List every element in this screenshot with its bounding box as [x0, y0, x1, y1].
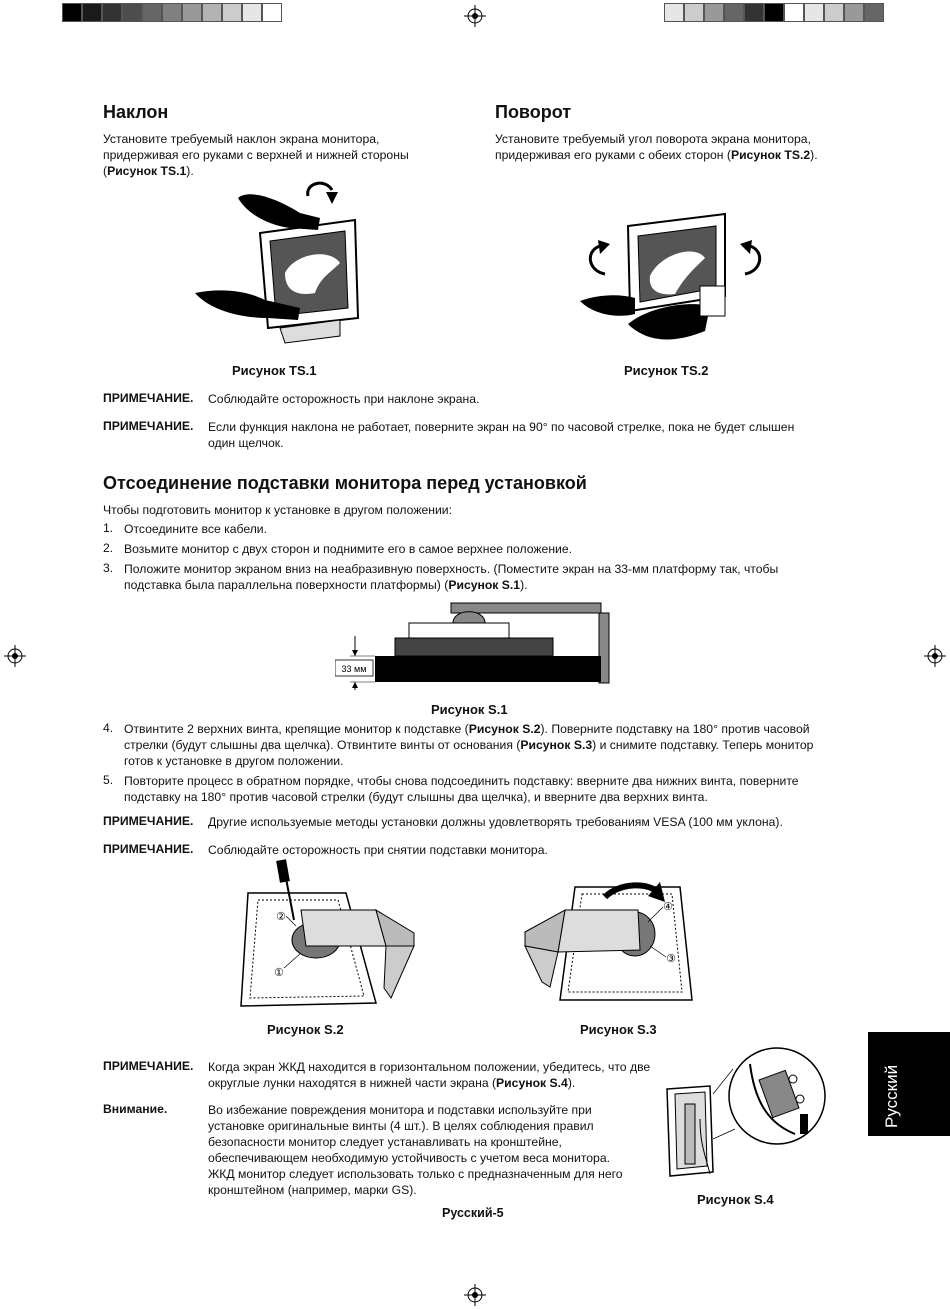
color-swatch	[664, 3, 684, 22]
color-swatch	[162, 3, 182, 22]
registration-mark-bottom	[464, 1284, 486, 1306]
color-swatch	[864, 3, 884, 22]
color-bar-left	[62, 3, 282, 22]
color-swatch	[102, 3, 122, 22]
marker-1: ①	[274, 966, 284, 979]
caution-text: Во избежание повреждения монитора и подставки используйте при установке оригинальные винты (4 шт.). В целях соблюдения правил безопасности монитор следует устанавливать на кронштейне, обеспечивающем необходимую устойчивость с учетом веса монитора. ЖКД монитор следует использовать только с предназначенным для него кронштейном (например, марки GS).	[208, 1103, 623, 1197]
figure-s1-illustration	[335, 598, 615, 693]
language-side-tab	[868, 1032, 950, 1136]
note-text: Если функция наклона не работает, поверните экран на 90° по часовой стрелке, пока не будет слышен один щелчок.	[208, 420, 795, 450]
note-text: Соблюдайте осторожность при наклоне экрана.	[208, 392, 480, 406]
color-swatch	[684, 3, 704, 22]
caption-s3: Рисунок S.3	[580, 1022, 657, 1037]
step-number: 2.	[103, 541, 114, 555]
color-swatch	[222, 3, 242, 22]
color-swatch	[704, 3, 724, 22]
step-text: Возьмите монитор с двух сторон и поднимите его в самое верхнее положение.	[124, 542, 573, 556]
caution-label: Внимание.	[103, 1102, 168, 1116]
step-number: 4.	[103, 721, 114, 735]
color-swatch	[122, 3, 142, 22]
note-label: ПРИМЕЧАНИЕ.	[103, 419, 194, 433]
step-number: 5.	[103, 773, 114, 787]
figure-s4-illustration	[655, 1044, 835, 1184]
step-number: 3.	[103, 561, 114, 575]
step-number: 1.	[103, 521, 114, 535]
color-swatch	[262, 3, 282, 22]
marker-3: ③	[666, 952, 676, 965]
caption-ts1: Рисунок TS.1	[232, 363, 317, 378]
color-swatch	[744, 3, 764, 22]
color-swatch	[844, 3, 864, 22]
caption-s1: Рисунок S.1	[431, 702, 508, 717]
note-text: Соблюдайте осторожность при снятии подставки монитора.	[208, 843, 548, 857]
color-swatch	[242, 3, 262, 22]
color-swatch	[824, 3, 844, 22]
caption-s2: Рисунок S.2	[267, 1022, 344, 1037]
page-footer: Русский-5	[442, 1206, 504, 1220]
note-label: ПРИМЕЧАНИЕ.	[103, 842, 194, 856]
registration-mark-left	[4, 645, 26, 667]
color-swatch	[62, 3, 82, 22]
swivel-text: Установите требуемый угол поворота экрана монитора, придерживая его руками с обеих сторон (Рисунок TS.2).	[495, 132, 818, 162]
color-swatch	[784, 3, 804, 22]
note-text: Другие используемые методы установки должны удовлетворять требованиям VESA (100 мм уклона).	[208, 815, 783, 829]
marker-2: ②	[276, 910, 286, 923]
registration-mark-top	[464, 5, 486, 27]
step-text: Положите монитор экраном вниз на неабразивную поверхность. (Поместите экран на 33-мм платформу так, чтобы подставка была параллельна поверхности платформы) (Рисунок S.1).	[124, 562, 779, 592]
remove-intro: Чтобы подготовить монитор к установке в другом положении:	[103, 503, 452, 517]
side-tab-label: Русский	[882, 1064, 901, 1128]
dimension-label: 33 мм	[341, 664, 367, 674]
remove-heading: Отсоединение подставки монитора перед установкой	[103, 473, 587, 493]
registration-mark-right	[924, 645, 946, 667]
caption-s4: Рисунок S.4	[697, 1192, 774, 1207]
color-bar-right	[664, 3, 884, 22]
color-swatch	[182, 3, 202, 22]
color-swatch	[804, 3, 824, 22]
color-swatch	[202, 3, 222, 22]
figure-s3-illustration	[520, 882, 700, 1007]
figure-ts2-illustration	[580, 206, 770, 351]
color-swatch	[82, 3, 102, 22]
tilt-text: Установите требуемый наклон экрана монитора, придерживая его руками с верхней и нижней стороны (Рисунок TS.1).	[103, 132, 409, 178]
step-text: Отвинтите 2 верхних винта, крепящие монитор к подставке (Рисунок S.2). Поверните подставку на 180° против часовой стрелки (будут слышны два щелчка). Отвинтите винты от основания (Рисунок S.3) и снимите подставку. Теперь монитор готов к установке в другом положении.	[124, 722, 814, 768]
step-text: Повторите процесс в обратном порядке, чтобы снова подсоединить подставку: вверните два нижних винта, поверните подставку на 180° против часовой стрелки (будут слышны два щелчка), и вверните два верхних винта.	[124, 774, 799, 804]
swivel-heading: Поворот	[495, 102, 572, 122]
tilt-heading: Наклон	[103, 102, 169, 122]
step-text: Отсоедините все кабели.	[124, 522, 268, 536]
figure-ts1-illustration	[190, 178, 380, 348]
note-label: ПРИМЕЧАНИЕ.	[103, 1059, 194, 1073]
caption-ts2: Рисунок TS.2	[624, 363, 709, 378]
note-label: ПРИМЕЧАНИЕ.	[103, 814, 194, 828]
figure-s2-illustration	[236, 858, 418, 1013]
note-label: ПРИМЕЧАНИЕ.	[103, 391, 194, 405]
marker-4: ④	[663, 900, 673, 913]
color-swatch	[724, 3, 744, 22]
color-swatch	[764, 3, 784, 22]
note-text: Когда экран ЖКД находится в горизонтальном положении, убедитесь, что две округлые лунки находятся в нижней части экрана (Рисунок S.4).	[208, 1060, 651, 1090]
color-swatch	[142, 3, 162, 22]
